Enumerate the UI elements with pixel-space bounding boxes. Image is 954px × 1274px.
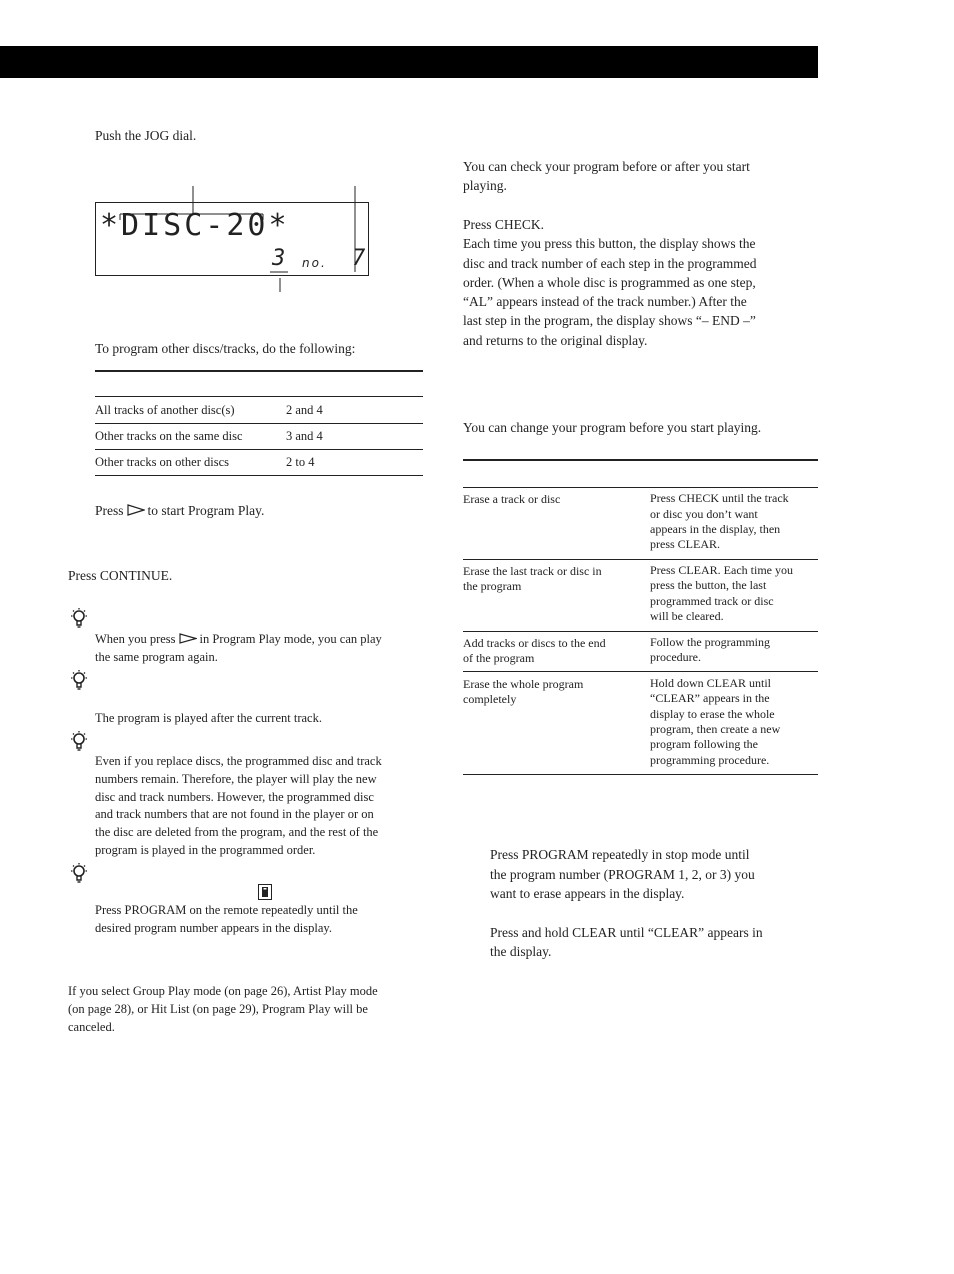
table-top-rule [95, 370, 423, 372]
change-row-action: program, then create a new [650, 722, 781, 736]
display-main-text: *DISC-20* [100, 208, 290, 243]
tip3-line: numbers remain. Therefore, the player will play the new [95, 772, 377, 786]
table-bottom-rule [95, 475, 423, 476]
play-icon [127, 504, 145, 516]
lightbulb-tip-icon [68, 669, 90, 691]
table-row-task: Other tracks on the same disc [95, 429, 243, 443]
remote-control-icon [258, 884, 272, 900]
tip3-line: and track numbers that are not found in the player or on [95, 807, 374, 821]
change-row-action: press the button, the last [650, 578, 767, 592]
display-track-number: 3 [272, 246, 286, 271]
change-row-action: press CLEAR. [650, 537, 720, 551]
step-push-jog: Push the JOG dial. [95, 128, 197, 143]
change-table-bottom-rule [463, 774, 818, 775]
table-row-rule [95, 423, 423, 424]
table-row-task: Other tracks on other discs [95, 455, 229, 469]
lightbulb-tip-icon [68, 730, 90, 752]
change-row-task: the program [463, 579, 522, 593]
change-row-action: “CLEAR” appears in the [650, 691, 770, 705]
display-step-number: 7 [352, 246, 366, 271]
change-row-task: Erase the whole program [463, 677, 584, 691]
check-intro-line: playing. [463, 178, 507, 193]
press-play-text: Press to start Program Play. [95, 503, 265, 518]
tip1-line2: the same program again. [95, 650, 218, 664]
change-table-row-rule [463, 671, 818, 672]
check-step-line: Press CHECK. [463, 217, 545, 232]
check-step-line: order. (When a whole disc is programmed as one step, [463, 275, 756, 290]
display-no-label: no. [302, 256, 327, 270]
change-table-top-rule [463, 459, 818, 461]
tip4-line: desired program number appears in the display. [95, 921, 332, 935]
play-icon [179, 633, 197, 644]
tip3-line: Even if you replace discs, the programmed disc and track [95, 754, 382, 768]
table-row-steps: 2 and 4 [286, 403, 323, 417]
check-step-line: “AL” appears instead of the track number.) After the [463, 294, 747, 309]
program-other-text: To program other discs/tracks, do the following: [95, 341, 356, 356]
tip1-line1: When you press in Program Play mode, you can play [95, 632, 382, 646]
lightbulb-tip-icon [68, 862, 90, 884]
press-continue-text: Press CONTINUE. [68, 568, 173, 583]
check-step-line: disc and track number of each step in the programmed [463, 256, 757, 271]
change-intro-text: You can change your program before you start playing. [463, 420, 762, 435]
change-row-action: programming procedure. [650, 753, 770, 767]
header-bar [0, 46, 818, 78]
change-row-action: appears in the display, then [650, 522, 781, 536]
erase-step2-line: Press and hold CLEAR until “CLEAR” appears in [490, 925, 763, 940]
change-row-action: display to erase the whole [650, 707, 775, 721]
lightbulb-tip-icon [68, 607, 90, 629]
erase-step1-line: want to erase appears in the display. [490, 886, 685, 901]
note-line: canceled. [68, 1020, 115, 1034]
check-step-line: and returns to the original display. [463, 333, 648, 348]
note-line: If you select Group Play mode (on page 26), Artist Play mode [68, 984, 378, 998]
table-row-steps: 3 and 4 [286, 429, 323, 443]
change-table-header-rule [463, 487, 818, 488]
change-row-action: Press CLEAR. Each time you [650, 563, 793, 577]
check-intro-line: You can check your program before or after you start [463, 159, 750, 174]
tip4-line: Press PROGRAM on the remote repeatedly until the [95, 903, 358, 917]
change-row-action: Hold down CLEAR until [650, 676, 772, 690]
table-header-rule [95, 396, 423, 397]
erase-step1-line: Press PROGRAM repeatedly in stop mode until [490, 847, 750, 862]
change-row-task: Erase the last track or disc in [463, 564, 602, 578]
change-row-action: or disc you don’t want [650, 507, 758, 521]
erase-step2-line: the display. [490, 944, 552, 959]
table-row-task: All tracks of another disc(s) [95, 403, 235, 417]
check-step-line: Each time you press this button, the display shows the [463, 236, 756, 251]
change-row-action: Press CHECK until the track [650, 491, 789, 505]
change-table-row-rule [463, 559, 818, 560]
tip2-text: The program is played after the current track. [95, 711, 322, 725]
note-line: (on page 28), or Hit List (on page 29), Program Play will be [68, 1002, 368, 1016]
change-row-task: Erase a track or disc [463, 492, 561, 506]
table-row-steps: 2 to 4 [286, 455, 315, 469]
change-row-action: will be cleared. [650, 609, 724, 623]
change-table-row-rule [463, 631, 818, 632]
lcd-display [95, 202, 369, 276]
change-row-action: procedure. [650, 650, 701, 664]
change-row-action: programmed track or disc [650, 594, 774, 608]
tip3-line: program is played in the programmed order. [95, 843, 316, 857]
erase-step1-line: the program number (PROGRAM 1, 2, or 3) you [490, 867, 755, 882]
table-row-rule [95, 449, 423, 450]
change-row-action: program following the [650, 737, 758, 751]
change-row-action: Follow the programming [650, 635, 770, 649]
change-row-task: of the program [463, 651, 535, 665]
tip3-line: disc and track numbers. However, the programmed disc [95, 790, 374, 804]
change-row-task: completely [463, 692, 517, 706]
change-row-task: Add tracks or discs to the end [463, 636, 606, 650]
tip3-line: the disc are deleted from the program, and the rest of the [95, 825, 379, 839]
check-step-line: last step in the program, the display shows “– END –” [463, 313, 756, 328]
